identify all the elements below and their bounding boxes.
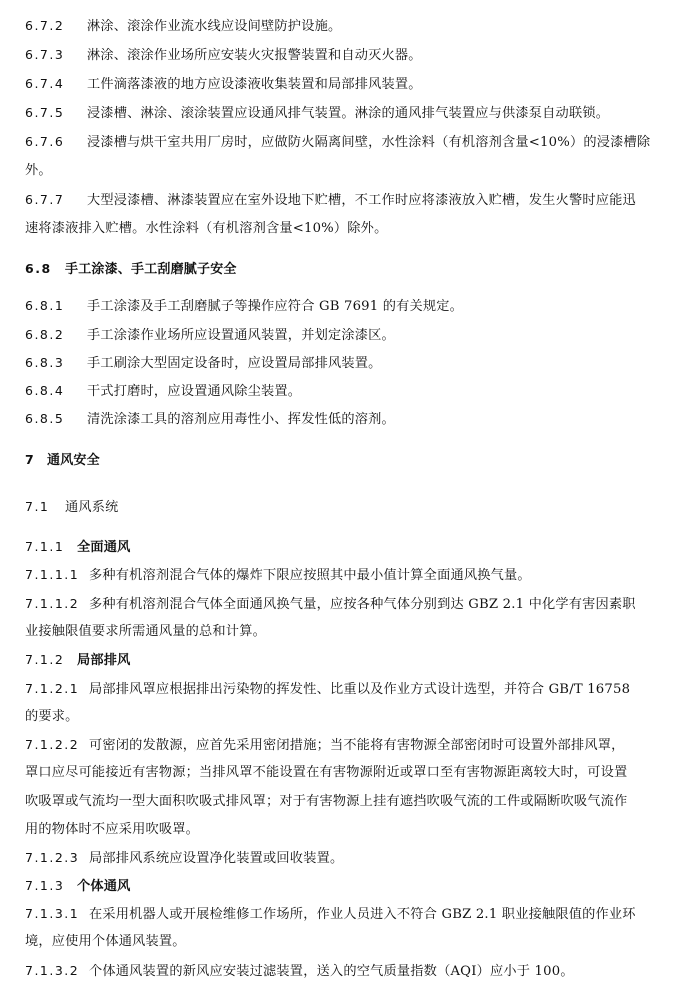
clause-text: 可密闭的发散源，应首先采用密闭措施；当不能将有害物源全部密闭时可设置外部排风罩， — [89, 738, 625, 753]
section-title: 通风系统 — [65, 500, 119, 515]
subsection-title: 全面通风 — [77, 540, 131, 555]
clause-number: 6.7.6 — [25, 134, 65, 149]
clause-number: 6.7.4 — [25, 76, 65, 91]
clause-7-1-2-1 — [25, 679, 680, 700]
clause-text: 局部排风罩应根据排出污染物的挥发性、比重以及作业方式设计选型，并符合 GB/T 16758 — [89, 682, 631, 697]
clause-number: 7.1.3.1 — [25, 906, 80, 921]
clause-number: 7.1.2.1 — [25, 681, 80, 696]
clause-6-8-4 — [25, 381, 680, 402]
clause-7-1-3-1-continuation — [25, 932, 680, 952]
clause-number: 6.8.3 — [25, 355, 65, 370]
section-title: 通风安全 — [47, 453, 100, 468]
clause-6-7-3 — [25, 45, 680, 66]
clause-6-8-1 — [25, 296, 680, 317]
clause-6-7-6 — [25, 132, 680, 153]
clause-text: 手工涂漆及手工刮磨腻子等操作应符合 GB 7691 的有关规定。 — [87, 299, 464, 314]
clause-text: 罩口应尽可能接近有害物源；当排风罩不能设置在有害物源附近或罩口至有害物源距离较大时，可设置 — [25, 765, 628, 780]
clause-7-1-2-2-continuation-3 — [25, 820, 680, 840]
subsection-heading-7-1-3 — [25, 876, 680, 897]
section-heading-7-1 — [25, 497, 680, 518]
clause-text: 多种有机溶剂混合气体的爆炸下限应按照其中最小值计算全面通风换气量。 — [89, 568, 531, 583]
clause-7-1-3-2 — [25, 961, 680, 982]
clause-6-7-2 — [25, 16, 680, 37]
clause-number: 7.1.3.2 — [25, 963, 80, 978]
subsection-heading-7-1-2 — [25, 650, 680, 671]
clause-7-1-1-2-continuation — [25, 622, 680, 642]
clause-7-1-2-3 — [25, 848, 680, 869]
clause-number: 6.7.2 — [25, 18, 65, 33]
subsection-heading-7-1-1 — [25, 537, 680, 558]
clause-text: 在采用机器人或开展检维修工作场所，作业人员进入不符合 GBZ 2.1 职业接触限值的作业环 — [89, 907, 636, 922]
clause-7-1-1-1 — [25, 565, 680, 586]
clause-text: 工件滴落漆液的地方应设漆液收集装置和局部排风装置。 — [87, 77, 422, 92]
clause-text: 浸漆槽、淋涂、滚涂装置应设通风排气装置。淋涂的通风排气装置应与供漆泵自动联锁。 — [87, 106, 610, 121]
clause-7-1-2-2 — [25, 735, 680, 756]
clause-number: 6.7.7 — [25, 192, 65, 207]
clause-7-1-1-2 — [25, 594, 680, 615]
clause-number: 6.7.3 — [25, 47, 65, 62]
clause-text: 手工涂漆作业场所应设置通风装置，并划定涂漆区。 — [87, 328, 395, 343]
section-heading-7 — [25, 450, 680, 471]
clause-number: 7.1.2.3 — [25, 850, 80, 865]
clause-text: 淋涂、滚涂作业场所应安装火灾报警装置和自动灭火器。 — [87, 48, 422, 63]
clause-7-1-2-2-continuation-1 — [25, 763, 680, 783]
clause-text: 业接触限值要求所需通风量的总和计算。 — [25, 624, 266, 639]
clause-number: 6.8.2 — [25, 327, 65, 342]
subsection-number: 7.1.2 — [25, 652, 65, 667]
clause-number: 6.8.1 — [25, 298, 65, 313]
clause-6-8-2 — [25, 325, 680, 346]
clause-6-7-7 — [25, 190, 680, 211]
section-number: 6.8 — [25, 261, 52, 276]
clause-6-8-5 — [25, 409, 680, 430]
clause-7-1-2-2-continuation-2 — [25, 792, 680, 812]
clause-text: 吹吸罩或气流均一型大面积吹吸式排风罩；对于有害物源上挂有遮挡吹吸气流的工件或隔断吹吸气流作 — [25, 794, 628, 809]
clause-6-7-4 — [25, 74, 680, 95]
clause-6-7-6-continuation — [25, 161, 680, 181]
clause-text: 的要求。 — [25, 709, 79, 724]
clause-number: 7.1.1.2 — [25, 596, 80, 611]
subsection-title: 局部排风 — [77, 653, 131, 668]
clause-text: 外。 — [25, 163, 52, 178]
clause-7-1-3-1 — [25, 904, 680, 925]
clause-number: 7.1.1.1 — [25, 567, 80, 582]
clause-7-1-2-1-continuation — [25, 707, 680, 727]
clause-text: 浸漆槽与烘干室共用厂房时，应做防火隔离间壁，水性涂料（有机溶剂含量<10%）的浸漆槽除 — [87, 135, 651, 150]
subsection-number: 7.1.3 — [25, 878, 65, 893]
subsection-title: 个体通风 — [77, 879, 131, 894]
clause-6-7-7-continuation — [25, 219, 680, 239]
clause-text: 局部排风系统应设置净化装置或回收装置。 — [89, 851, 344, 866]
clause-number: 6.7.5 — [25, 105, 65, 120]
section-number: 7.1 — [25, 499, 50, 514]
clause-text: 手工刷涂大型固定设备时，应设置局部排风装置。 — [87, 356, 382, 371]
clause-text: 大型浸漆槽、淋漆装置应在室外设地下贮槽，不工作时应将漆液放入贮槽，发生火警时应能迅 — [87, 193, 636, 208]
clause-text: 境，应使用个体通风装置。 — [25, 934, 186, 949]
clause-number: 6.8.5 — [25, 411, 65, 426]
clause-text: 速将漆液排入贮槽。水性涂料（有机溶剂含量<10%）除外。 — [25, 221, 388, 236]
clause-text: 个体通风装置的新风应安装过滤装置，送入的空气质量指数（AQI）应小于 100。 — [89, 964, 574, 979]
subsection-number: 7.1.1 — [25, 539, 65, 554]
clause-6-7-5 — [25, 103, 680, 124]
clause-text: 多种有机溶剂混合气体全面通风换气量，应按各种气体分别到达 GBZ 2.1 中化学有害因素职 — [89, 597, 636, 612]
section-number: 7 — [25, 452, 36, 467]
clause-text: 清洗涂漆工具的溶剂应用毒性小、挥发性低的溶剂。 — [87, 412, 395, 427]
clause-text: 淋涂、滚涂作业流水线应设间壁防护设施。 — [87, 19, 342, 34]
clause-number: 6.8.4 — [25, 383, 65, 398]
clause-6-8-3 — [25, 353, 680, 374]
section-title: 手工涂漆、手工刮磨腻子安全 — [65, 262, 237, 277]
section-heading-6-8 — [25, 259, 680, 280]
clause-number: 7.1.2.2 — [25, 737, 80, 752]
clause-text: 用的物体时不应采用吹吸罩。 — [25, 822, 200, 837]
clause-text: 干式打磨时，应设置通风除尘装置。 — [87, 384, 302, 399]
